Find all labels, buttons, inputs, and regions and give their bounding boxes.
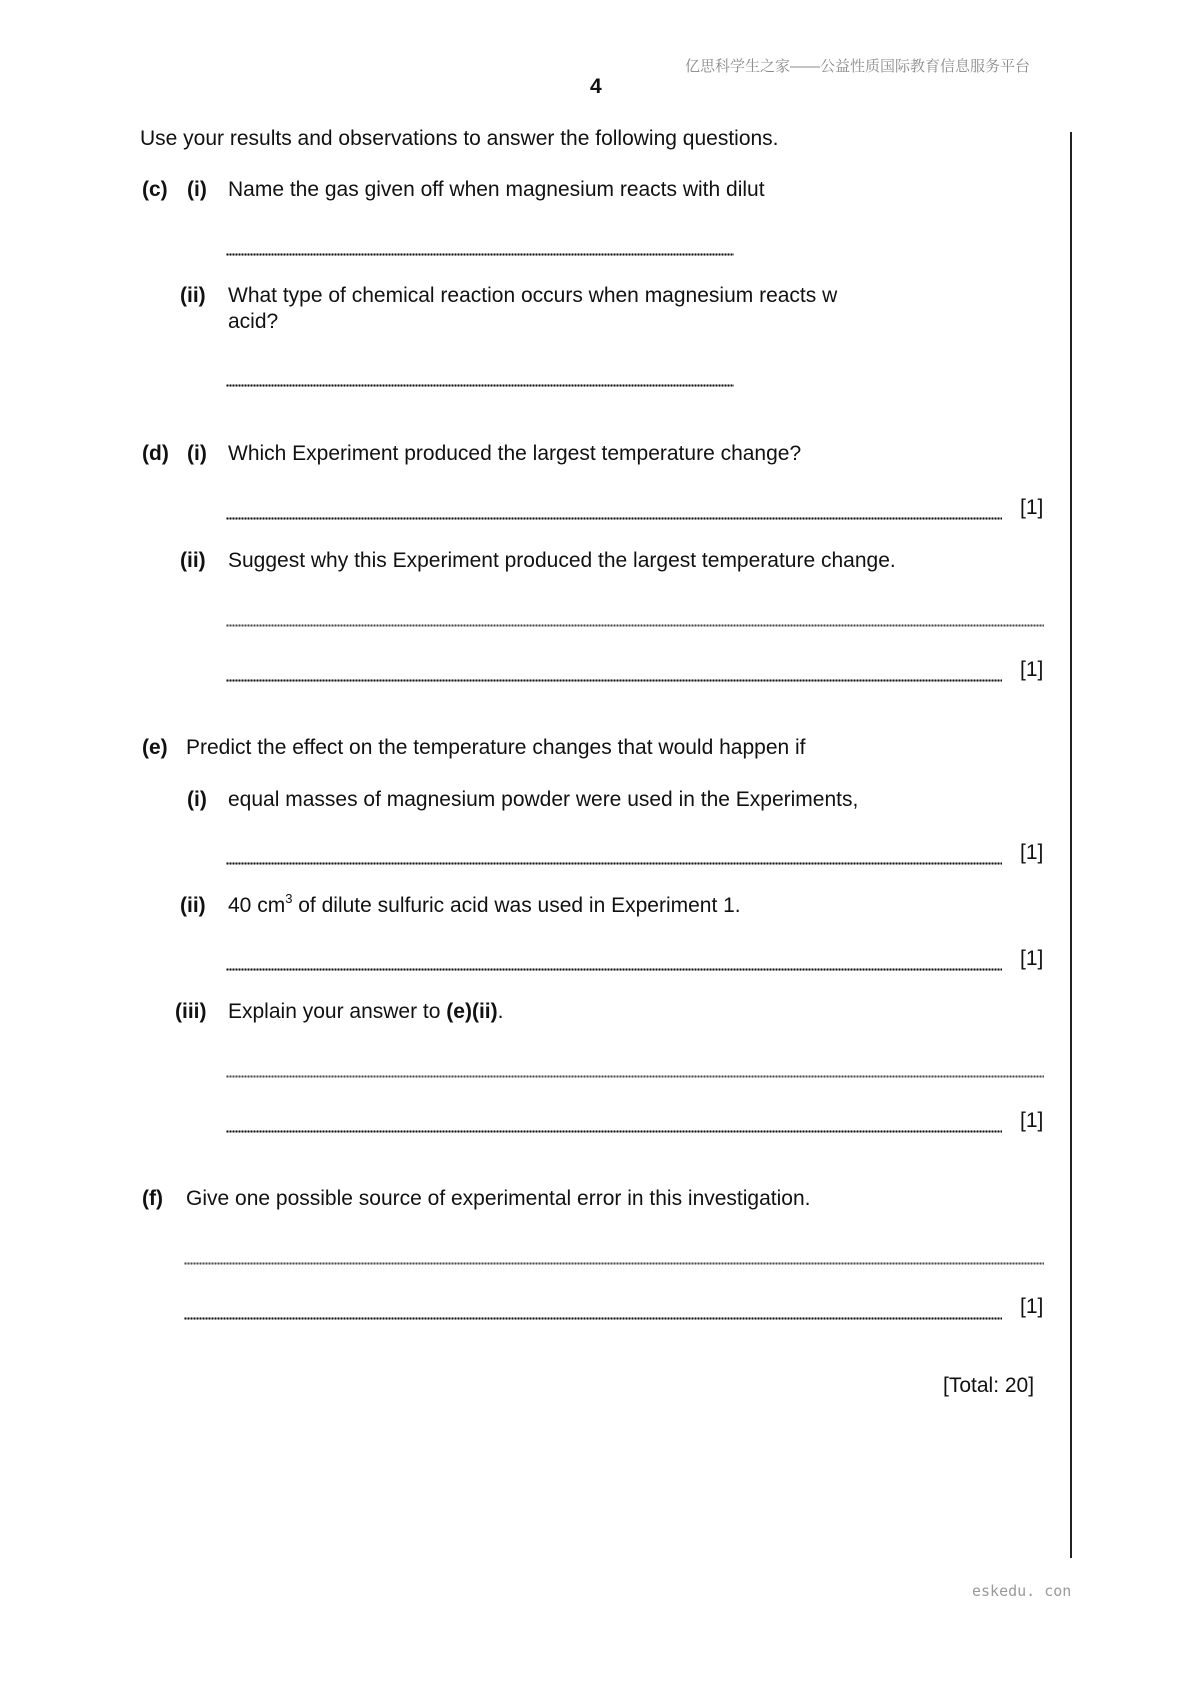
intro-text: Use your results and observations to answer the following questions.: [140, 127, 779, 150]
question-f-text: Give one possible source of experimental error in this investigation.: [186, 1187, 811, 1210]
question-e-iii-ref: (e)(ii): [446, 1000, 498, 1023]
question-d-i-text: Which Experiment produced the largest temperature change?: [228, 442, 802, 465]
question-c-i-text: Name the gas given off when magnesium reacts with dilut: [228, 178, 765, 201]
marks-d-ii: [1]: [1020, 658, 1044, 681]
marks-e-i: [1]: [1020, 841, 1044, 864]
quantity-value: 40 cm: [228, 894, 286, 917]
page-number: 4: [590, 75, 602, 98]
question-e-iii-text-after: .: [497, 1000, 504, 1023]
question-d-ii-label: (ii): [180, 549, 206, 572]
site-header-title: 亿思科学生之家——公益性质国际教育信息服务平台: [685, 58, 1031, 75]
marks-e-iii: [1]: [1020, 1109, 1044, 1132]
question-d-ii-text: Suggest why this Experiment produced the largest temperature change.: [228, 549, 896, 572]
marks-d-i: [1]: [1020, 496, 1044, 519]
question-d-i-label: (i): [187, 442, 207, 465]
question-e-label: (e): [142, 736, 168, 759]
question-c-ii-label: (ii): [180, 284, 206, 307]
footer-url: eskedu. con: [972, 1582, 1072, 1600]
answer-line-f-1[interactable]: [184, 1262, 1044, 1265]
total-marks: [Total: 20]: [943, 1374, 1035, 1397]
question-e-iii-text-before: Explain your answer to: [228, 1000, 447, 1023]
answer-line-e-iii-2[interactable]: [226, 1130, 1002, 1133]
answer-line-f-2[interactable]: [184, 1317, 1002, 1321]
question-f-label: (f): [142, 1187, 163, 1210]
margin-rule: [1070, 132, 1072, 1558]
question-c-label: (c): [142, 178, 168, 201]
question-e-ii-text-rest: of dilute sulfuric acid was used in Experiment 1.: [292, 894, 741, 917]
question-c-ii-text-line1: What type of chemical reaction occurs when magnesium reacts w: [228, 284, 838, 307]
question-e-iii-text: [228, 1000, 503, 1024]
question-e-i-text: equal masses of magnesium powder were used in the Experiments,: [228, 788, 859, 811]
question-d-label: (d): [142, 442, 169, 465]
answer-line-c-i[interactable]: [226, 253, 734, 256]
question-e-i-label: (i): [187, 788, 207, 811]
answer-line-d-ii-1[interactable]: [226, 624, 1044, 627]
answer-line-d-ii-2[interactable]: [226, 679, 1002, 682]
answer-line-c-ii[interactable]: [226, 384, 734, 387]
question-e-ii-text: [228, 891, 741, 918]
answer-line-d-i[interactable]: [226, 517, 1002, 520]
question-c-ii-text-line2: acid?: [228, 310, 279, 333]
quantity-superscript: 3: [285, 891, 293, 906]
answer-line-e-ii[interactable]: [226, 968, 1002, 971]
question-e-text: Predict the effect on the temperature changes that would happen if: [186, 736, 806, 759]
answer-line-e-iii-1[interactable]: [226, 1075, 1044, 1078]
answer-line-e-i[interactable]: [226, 862, 1002, 865]
question-e-ii-label: (ii): [180, 894, 206, 917]
marks-e-ii: [1]: [1020, 947, 1044, 970]
marks-f: [1]: [1020, 1295, 1044, 1318]
question-c-i-label: (i): [187, 178, 207, 201]
question-e-iii-label: (iii): [175, 1000, 207, 1023]
